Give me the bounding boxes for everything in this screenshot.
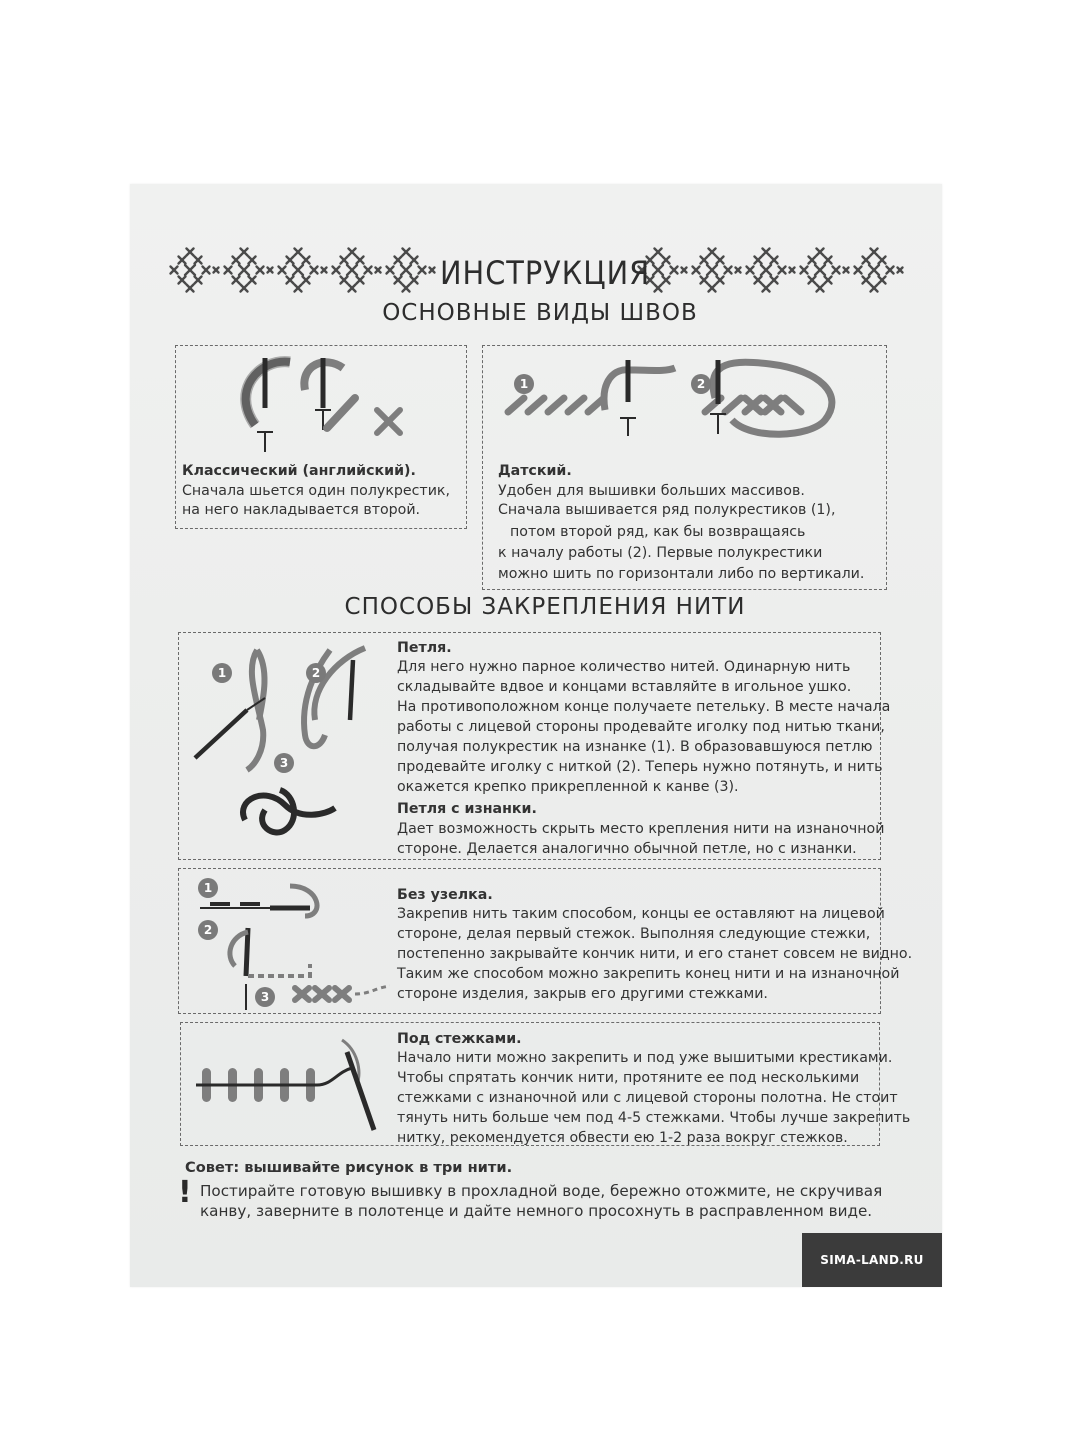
no-knot-badge-2: 2 xyxy=(198,920,218,940)
no-knot-illustration xyxy=(190,876,390,1010)
danish-stitch-illustration xyxy=(500,350,860,450)
ornament-left xyxy=(160,244,440,296)
no-knot-badge-3: 3 xyxy=(255,987,275,1007)
classic-title: Классический (английский). xyxy=(182,463,416,479)
danish-line-5: можно шить по горизонтали либо по вертикали. xyxy=(498,566,865,582)
danish-line-4: к началу работы (2). Первые полукрестики xyxy=(498,545,823,561)
under-stitches-title: Под стежками. xyxy=(397,1031,522,1047)
danish-line-3: потом второй ряд, как бы возвращаясь xyxy=(510,524,806,540)
loop-line-7: окажется крепко прикрепленной к канве (3). xyxy=(397,779,739,795)
no-knot-line-3: постепенно закрывайте кончик нити, и его станет совсем не видно. xyxy=(397,946,913,962)
loop-back-line-1: Дает возможность скрыть место крепления нити на изнаночной xyxy=(397,821,885,837)
under-stitches-line-4: тянуть нить больше чем под 4-5 стежками. Чтобы лучше закрепить xyxy=(397,1110,911,1126)
loop-line-5: получая полукрестик на изнанке (1). В образовавшуюся петлю xyxy=(397,739,873,755)
loop-back-line-2: стороне. Делается аналогично обычной петле, но с изнанки. xyxy=(397,841,857,857)
classic-stitch-illustration xyxy=(225,350,415,460)
danish-line-2: Сначала вышивается ряд полукрестиков (1), xyxy=(498,502,836,518)
under-stitches-line-5: нитку, рекомендуется обвести ею 1-2 раза вокруг стежков. xyxy=(397,1130,848,1146)
no-knot-line-5: стороне изделия, закрыв его другими стежками. xyxy=(397,986,768,1002)
danish-title: Датский. xyxy=(498,463,572,479)
warning-mark-icon: ! xyxy=(178,1175,192,1210)
no-knot-badge-1: 1 xyxy=(198,878,218,898)
loop-line-3: На противоположном конце получаете петельку. В месте начала xyxy=(397,699,891,715)
site-label: SIMA-LAND.RU xyxy=(802,1233,942,1287)
no-knot-title: Без узелка. xyxy=(397,887,493,903)
no-knot-line-4: Таким же способом можно закрепить конец нити и на изнаночной xyxy=(397,966,900,982)
under-stitches-illustration xyxy=(192,1030,387,1140)
ornament-right xyxy=(628,244,908,296)
section-title-stitches: ОСНОВНЫЕ ВИДЫ ШВОВ xyxy=(382,300,698,326)
loop-badge-3: 3 xyxy=(274,753,294,773)
classic-line-2: на него накладывается второй. xyxy=(182,502,421,518)
loop-back-title: Петля с изнанки. xyxy=(397,801,537,817)
loop-badge-2: 2 xyxy=(306,663,326,683)
care-line-1: Постирайте готовую вышивку в прохладной воде, бережно отожмите, не скручивая xyxy=(200,1182,883,1200)
under-stitches-line-3: стежками с изнаночной или с лицевой стороны полотна. Не стоит xyxy=(397,1090,898,1106)
step-badge-1: 1 xyxy=(514,374,534,394)
loop-line-1: Для него нужно парное количество нитей. Одинарную нить xyxy=(397,659,851,675)
step-badge-2: 2 xyxy=(691,374,711,394)
care-line-2: канву, заверните в полотенце и дайте немного просохнуть в расправленном виде. xyxy=(200,1202,873,1220)
loop-line-4: работы с лицевой стороны продевайте иголку под нитью ткани, xyxy=(397,719,885,735)
section-title-fastening: СПОСОБЫ ЗАКРЕПЛЕНИЯ НИТИ xyxy=(344,594,746,620)
classic-line-1: Сначала шьется один полукрестик, xyxy=(182,483,450,499)
loop-line-2: складывайте вдвое и концами вставляйте в игольное ушко. xyxy=(397,679,852,695)
loop-line-6: продевайте иголку с ниткой (2). Теперь нужно потянуть, и нить xyxy=(397,759,883,775)
no-knot-line-1: Закрепив нить таким способом, концы ее оставляют на лицевой xyxy=(397,906,885,922)
advice-text: Совет: вышивайте рисунок в три нити. xyxy=(185,1159,513,1176)
no-knot-line-2: стороне, делая первый стежок. Выполняя следующие стежки, xyxy=(397,926,871,942)
page-title: ИНСТРУКЦИЯ xyxy=(440,254,651,292)
under-stitches-line-1: Начало нити можно закрепить и под уже вышитыми крестиками. xyxy=(397,1050,893,1066)
loop-title: Петля. xyxy=(397,640,452,656)
danish-line-1: Удобен для вышивки больших массивов. xyxy=(498,483,805,499)
loop-badge-1: 1 xyxy=(212,663,232,683)
under-stitches-line-2: Чтобы спрятать кончик нити, протяните ее под несколькими xyxy=(397,1070,860,1086)
